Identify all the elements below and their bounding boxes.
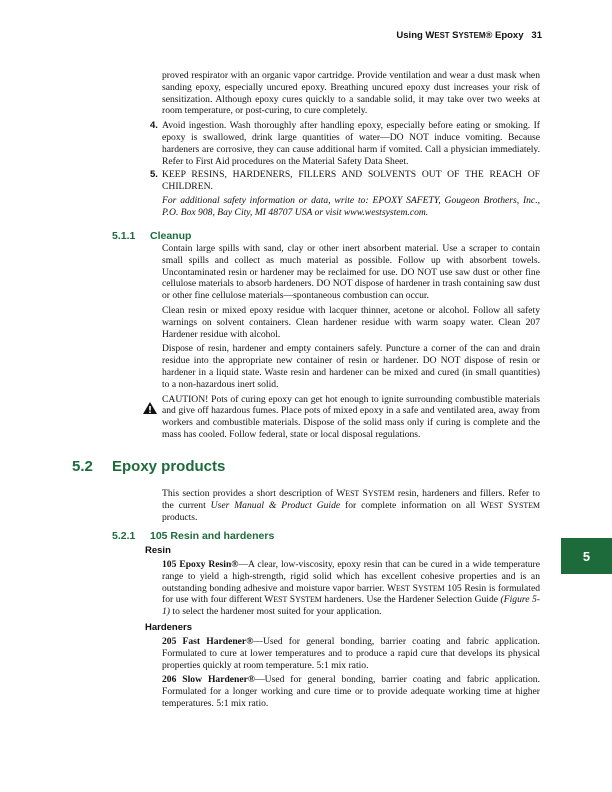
running-head: Using WEST SYSTEM® Epoxy 31 xyxy=(396,30,542,41)
section-heading-105-resin: 5.2.1 105 Resin and hardeners xyxy=(112,530,275,542)
cleanup-paragraph: Clean resin or mixed epoxy residue with lacquer thinner, acetone or alcohol. Follow all safety warnings on solvent containers. Clean hardener residue with warm soapy water. Clean 207 Hardener residue with alcohol. xyxy=(162,304,540,340)
safety-list-block xyxy=(150,70,540,222)
section-heading-epoxy-products: 5.2 Epoxy products xyxy=(72,458,226,475)
list-item: 5. KEEP RESINS, HARDENERS, FILLERS AND SOLVENTS OUT OF THE REACH OF CHILDREN. xyxy=(150,169,540,193)
section-heading-cleanup: 5.1.1 Cleanup xyxy=(112,230,192,242)
page-number: 31 xyxy=(531,30,542,41)
cleanup-block xyxy=(162,243,540,444)
intro-continuation: proved respirator with an organic vapor cartridge. Provide ventilation and wear a dust mask when sanding epoxy, especially uncured epoxy. Breathing uncured epoxy dust increases your risk of sensitization. Although epoxy cures quickly to a sandable solid, it may take over two weeks at room temperature, or post-curing, to cure completely. xyxy=(162,70,540,117)
list-item: 205 Fast Hardener®—Used for general bonding, barrier coating and fabric application. Formulated to cure at lower temperatures and to produce a rapid cure that develops its physical properties quickly at room temperature. 5:1 mix ratio. xyxy=(162,636,541,671)
cleanup-paragraph: Contain large spills with sand, clay or other inert absorbent material. Use a scraper to contain small spills and collect as much material as possible. Follow up with absorbent towels. Uncontaminated resin or hardener may be reclaimed for use. DO NOT use saw dust or other fine cellulose materials to absorb hardeners. DO NOT dispose of hardener in trash containing saw dust or other fine cellulose materials—spontaneous combustion can occur. xyxy=(162,243,540,302)
chapter-tab: 5 xyxy=(561,538,612,574)
safety-contact-note: For additional safety information or data, write to: EPOXY SAFETY, Gougeon Brothers, Inc., P.O. Box 908, Bay City, MI 48707 USA or visit www.westsystem.com. xyxy=(162,194,540,218)
cleanup-paragraph: Dispose of resin, hardener and empty containers safely. Puncture a corner of the can and drain residue into the appropriate new container of resin or hardener. DO NOT dispose of resin or hardener in a liquid state. Waste resin and hardener can be mixed and cured (in small quantities) to a non-hazardous inert solid. xyxy=(162,343,540,390)
caution-text: CAUTION! Pots of curing epoxy can get hot enough to ignite surrounding combustible materials and give off hazardous fumes. Place pots of mixed epoxy in a safe and ventilated area, away from workers and combustible materials. Dispose of the solid mass only if curing is complete and the mass has cooled. Follow federal, state or local disposal regulations. xyxy=(162,393,540,440)
list-item: 206 Slow Hardener®—Used for general bonding, barrier coating and fabric application. Formulated for a longer working and cure time or to provide adequate working time at higher temperatures. 5:1 mix ratio. xyxy=(162,674,540,709)
resin-description: 105 Epoxy Resin®—A clear, low-viscosity, epoxy resin that can be cured in a wide temperature range to yield a high-strength, rigid solid which has excellent cohesive properties and is an outstanding bonding adhesive and moisture vapor barrier. WEST SYSTEM 105 Resin is formulated for use with four different WEST SYSTEM hardeners. Use the Hardener Selection Guide (Figure 5-1) to select the hardener most suited for your application. xyxy=(162,559,541,618)
products-intro: This section provides a short description of WEST SYSTEM resin, hardeners and fillers. Refer to the current User Manual & Product Guide for complete information on all WEST SYSTEM products. xyxy=(162,488,541,523)
subheading-resin: Resin xyxy=(145,545,171,556)
list-item: 4. Avoid ingestion. Wash thoroughly after handling epoxy, especially before eating or smoking. If epoxy is swallowed, drink large quantities of water—DO NOT induce vomiting. Because hardeners are corrosive, they can cause additional harm if vomited. Call a physician immediately. Refer to First Aid procedures on the Material Safety Data Sheet. xyxy=(150,120,540,167)
subheading-hardeners: Hardeners xyxy=(145,622,192,633)
hardeners-list xyxy=(162,636,540,713)
warning-icon xyxy=(142,401,158,415)
